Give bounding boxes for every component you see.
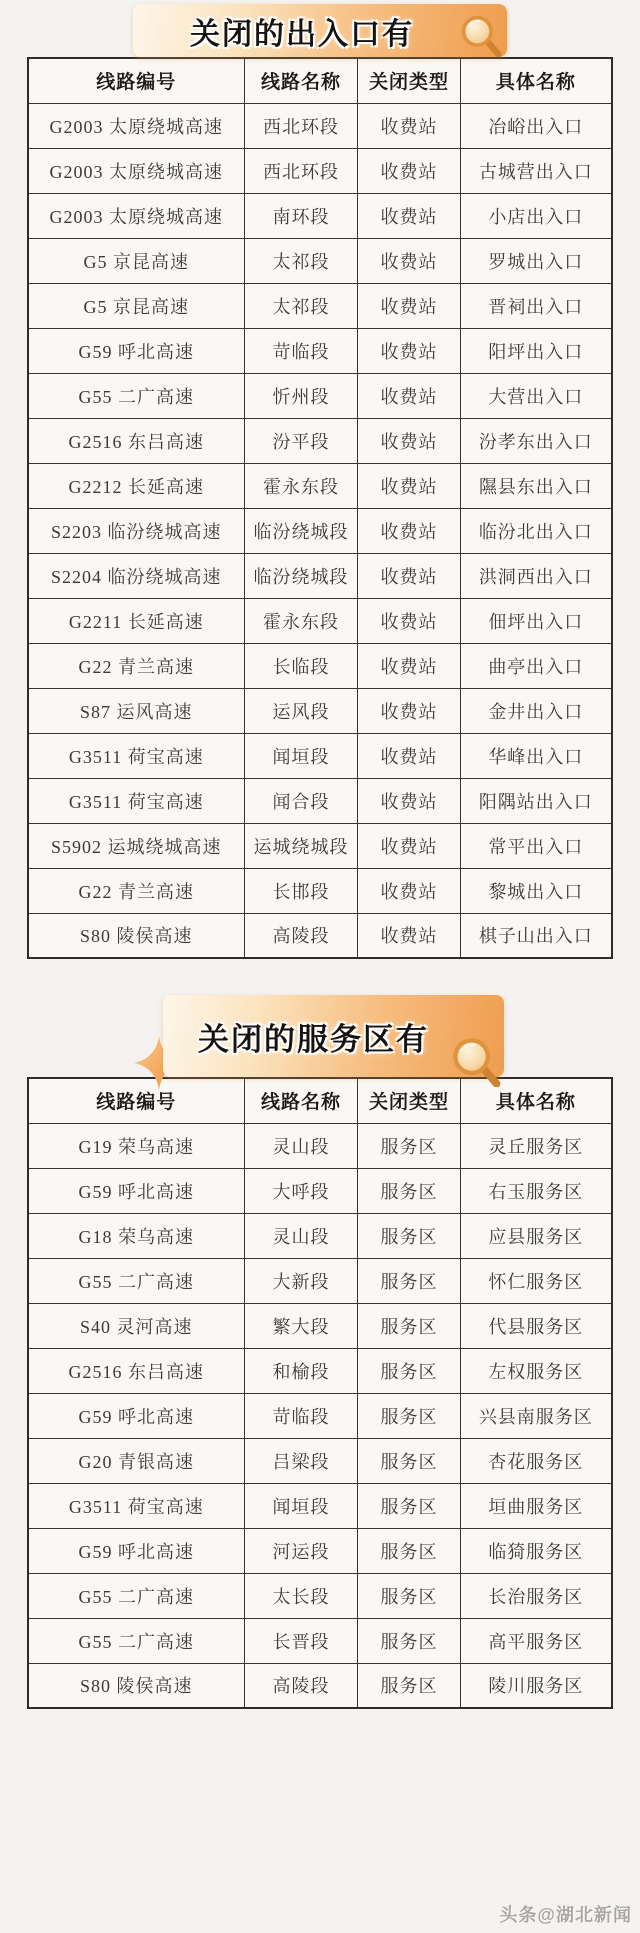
table-cell: 闻垣段	[244, 733, 358, 778]
table-cell: 黎城出入口	[460, 868, 612, 913]
table-row	[28, 1303, 612, 1348]
closed-exits-table	[27, 57, 613, 959]
table-cell: 汾平段	[244, 418, 358, 463]
header-cell: 关闭类型	[358, 1078, 460, 1123]
table-cell: 运城绕城段	[244, 823, 358, 868]
table-cell: 收费站	[358, 193, 460, 238]
table-cell: G5 京昆高速	[28, 238, 244, 283]
table-cell: 服务区	[358, 1618, 460, 1663]
table-cell: 服务区	[358, 1483, 460, 1528]
table-row	[28, 1393, 612, 1438]
table-cell: G59 呼北高速	[28, 328, 244, 373]
table-cell: 冶峪出入口	[460, 103, 612, 148]
magnifier-icon	[459, 13, 503, 57]
table-cell: 服务区	[358, 1213, 460, 1258]
table-row	[28, 1348, 612, 1393]
table-cell: 临汾绕城段	[244, 508, 358, 553]
magnifier-icon	[450, 1035, 502, 1087]
table-row	[28, 103, 612, 148]
table-cell: 晋祠出入口	[460, 283, 612, 328]
table-cell: 和榆段	[244, 1348, 358, 1393]
table-row	[28, 328, 612, 373]
section1-title: 关闭的出入口有	[190, 17, 414, 51]
table-cell: 收费站	[358, 283, 460, 328]
table-cell: 收费站	[358, 913, 460, 958]
table-cell: 长临段	[244, 643, 358, 688]
table-cell: 收费站	[358, 778, 460, 823]
table-cell: 收费站	[358, 868, 460, 913]
table-cell: 河运段	[244, 1528, 358, 1573]
closed-service-areas-table	[27, 1077, 613, 1709]
table-cell: 收费站	[358, 238, 460, 283]
table-row	[28, 868, 612, 913]
table-cell: 高平服务区	[460, 1618, 612, 1663]
table-cell: 运风段	[244, 688, 358, 733]
table-cell: 长邯段	[244, 868, 358, 913]
table-cell: S5902 运城绕城高速	[28, 823, 244, 868]
table-row	[28, 193, 612, 238]
table-cell: 收费站	[358, 103, 460, 148]
table-cell: 服务区	[358, 1348, 460, 1393]
table-cell: 霍永东段	[244, 463, 358, 508]
table-cell: 应县服务区	[460, 1213, 612, 1258]
table-cell: S40 灵河高速	[28, 1303, 244, 1348]
table-cell: 大新段	[244, 1258, 358, 1303]
table-cell: 吕梁段	[244, 1438, 358, 1483]
table-cell: 服务区	[358, 1393, 460, 1438]
header-cell: 具体名称	[460, 1078, 612, 1123]
table-row	[28, 1213, 612, 1258]
table-row	[28, 553, 612, 598]
header-cell: 线路名称	[244, 58, 358, 103]
table-cell: 太长段	[244, 1573, 358, 1618]
table-cell: G5 京昆高速	[28, 283, 244, 328]
table-cell: 曲亭出入口	[460, 643, 612, 688]
table-cell: 隰县东出入口	[460, 463, 612, 508]
table-cell: 服务区	[358, 1258, 460, 1303]
table-cell: 左权服务区	[460, 1348, 612, 1393]
table-cell: 垣曲服务区	[460, 1483, 612, 1528]
table-cell: G55 二广高速	[28, 1573, 244, 1618]
table-cell: 常平出入口	[460, 823, 612, 868]
table-cell: 服务区	[358, 1168, 460, 1213]
table-cell: 高陵段	[244, 1663, 358, 1708]
table-cell: 代县服务区	[460, 1303, 612, 1348]
table-row	[28, 1483, 612, 1528]
table-cell: 收费站	[358, 823, 460, 868]
table-cell: G59 呼北高速	[28, 1168, 244, 1213]
table-header-row	[28, 1078, 612, 1123]
table-cell: 收费站	[358, 553, 460, 598]
table-cell: 服务区	[358, 1573, 460, 1618]
table-cell: G59 呼北高速	[28, 1528, 244, 1573]
table-cell: 闻合段	[244, 778, 358, 823]
table-cell: 苛临段	[244, 328, 358, 373]
table-cell: 小店出入口	[460, 193, 612, 238]
header-cell: 线路名称	[244, 1078, 358, 1123]
table-cell: G2516 东吕高速	[28, 418, 244, 463]
table-cell: 大呼段	[244, 1168, 358, 1213]
table-cell: 收费站	[358, 148, 460, 193]
table-cell: G2516 东吕高速	[28, 1348, 244, 1393]
table-row	[28, 1438, 612, 1483]
table-cell: 华峰出入口	[460, 733, 612, 778]
table-cell: 怀仁服务区	[460, 1258, 612, 1303]
table-cell: 收费站	[358, 418, 460, 463]
table-cell: 收费站	[358, 328, 460, 373]
table-cell: 服务区	[358, 1303, 460, 1348]
table-cell: 灵山段	[244, 1123, 358, 1168]
table-row	[28, 1663, 612, 1708]
table-row	[28, 463, 612, 508]
table-row	[28, 598, 612, 643]
table-cell: 西北环段	[244, 103, 358, 148]
table-cell: 阳坪出入口	[460, 328, 612, 373]
table-cell: 收费站	[358, 598, 460, 643]
table-cell: 闻垣段	[244, 1483, 358, 1528]
table-cell: 兴县南服务区	[460, 1393, 612, 1438]
table-cell: 收费站	[358, 733, 460, 778]
table-row	[28, 913, 612, 958]
watermark: 头条@湖北新闻	[499, 1905, 632, 1925]
table-cell: 灵山段	[244, 1213, 358, 1258]
table-cell: 太祁段	[244, 283, 358, 328]
table-cell: 繁大段	[244, 1303, 358, 1348]
table-cell: G55 二广高速	[28, 1258, 244, 1303]
table-row	[28, 238, 612, 283]
section-banner-closed-exits	[133, 4, 507, 57]
table-cell: 服务区	[358, 1528, 460, 1573]
table-cell: G20 青银高速	[28, 1438, 244, 1483]
table-cell: G55 二广高速	[28, 373, 244, 418]
header-cell: 线路编号	[28, 58, 244, 103]
section2-title: 关闭的服务区有	[198, 1021, 429, 1057]
header-cell: 具体名称	[460, 58, 612, 103]
table-cell: G2003 太原绕城高速	[28, 148, 244, 193]
table-cell: 苛临段	[244, 1393, 358, 1438]
table-cell: S87 运风高速	[28, 688, 244, 733]
table-row	[28, 733, 612, 778]
table-cell: 洪洞西出入口	[460, 553, 612, 598]
table-cell: 收费站	[358, 373, 460, 418]
table-cell: G55 二广高速	[28, 1618, 244, 1663]
table-row	[28, 418, 612, 463]
table-row	[28, 1573, 612, 1618]
table-row	[28, 1123, 612, 1168]
table-cell: 收费站	[358, 643, 460, 688]
table-cell: 霍永东段	[244, 598, 358, 643]
table-row	[28, 778, 612, 823]
table-cell: 临汾北出入口	[460, 508, 612, 553]
table-cell: 服务区	[358, 1663, 460, 1708]
table-cell: 收费站	[358, 688, 460, 733]
table-cell: G22 青兰高速	[28, 643, 244, 688]
table-cell: G3511 荷宝高速	[28, 778, 244, 823]
table-cell: 临汾绕城段	[244, 553, 358, 598]
table-cell: 棋子山出入口	[460, 913, 612, 958]
table-row	[28, 1258, 612, 1303]
table-row	[28, 508, 612, 553]
table-cell: 杏花服务区	[460, 1438, 612, 1483]
table-cell: G2003 太原绕城高速	[28, 103, 244, 148]
table-cell: G2212 长延高速	[28, 463, 244, 508]
table-cell: 长治服务区	[460, 1573, 612, 1618]
table-row	[28, 1528, 612, 1573]
table-cell: 太祁段	[244, 238, 358, 283]
table-cell: 收费站	[358, 508, 460, 553]
table-row	[28, 1618, 612, 1663]
table-cell: S2204 临汾绕城高速	[28, 553, 244, 598]
table-row	[28, 823, 612, 868]
table-row	[28, 1168, 612, 1213]
section-banner-closed-service-areas	[163, 995, 504, 1077]
table-cell: S2203 临汾绕城高速	[28, 508, 244, 553]
table-row	[28, 283, 612, 328]
table-cell: G18 荣乌高速	[28, 1213, 244, 1258]
table-cell: 大营出入口	[460, 373, 612, 418]
table-cell: G3511 荷宝高速	[28, 1483, 244, 1528]
table-row	[28, 373, 612, 418]
table-cell: 罗城出入口	[460, 238, 612, 283]
table-cell: S80 陵侯高速	[28, 913, 244, 958]
table-cell: 汾孝东出入口	[460, 418, 612, 463]
table-cell: G19 荣乌高速	[28, 1123, 244, 1168]
table-cell: 服务区	[358, 1123, 460, 1168]
table-cell: 右玉服务区	[460, 1168, 612, 1213]
table-cell: G3511 荷宝高速	[28, 733, 244, 778]
table-cell: G2003 太原绕城高速	[28, 193, 244, 238]
table-header-row	[28, 58, 612, 103]
header-cell: 关闭类型	[358, 58, 460, 103]
table-cell: 长晋段	[244, 1618, 358, 1663]
table-cell: 南环段	[244, 193, 358, 238]
table-cell: 高陵段	[244, 913, 358, 958]
table-row	[28, 148, 612, 193]
table-cell: 临猗服务区	[460, 1528, 612, 1573]
table-cell: 服务区	[358, 1438, 460, 1483]
table-cell: 阳隅站出入口	[460, 778, 612, 823]
table-cell: 西北环段	[244, 148, 358, 193]
table-cell: 收费站	[358, 463, 460, 508]
table-cell: G59 呼北高速	[28, 1393, 244, 1438]
table-row	[28, 643, 612, 688]
table-cell: 古城营出入口	[460, 148, 612, 193]
table-cell: 金井出入口	[460, 688, 612, 733]
table-cell: S80 陵侯高速	[28, 1663, 244, 1708]
table-cell: G2211 长延高速	[28, 598, 244, 643]
table-cell: 陵川服务区	[460, 1663, 612, 1708]
table-cell: 忻州段	[244, 373, 358, 418]
table-cell: G22 青兰高速	[28, 868, 244, 913]
table-cell: 佃坪出入口	[460, 598, 612, 643]
header-cell: 线路编号	[28, 1078, 244, 1123]
table-cell: 灵丘服务区	[460, 1123, 612, 1168]
table-row	[28, 688, 612, 733]
